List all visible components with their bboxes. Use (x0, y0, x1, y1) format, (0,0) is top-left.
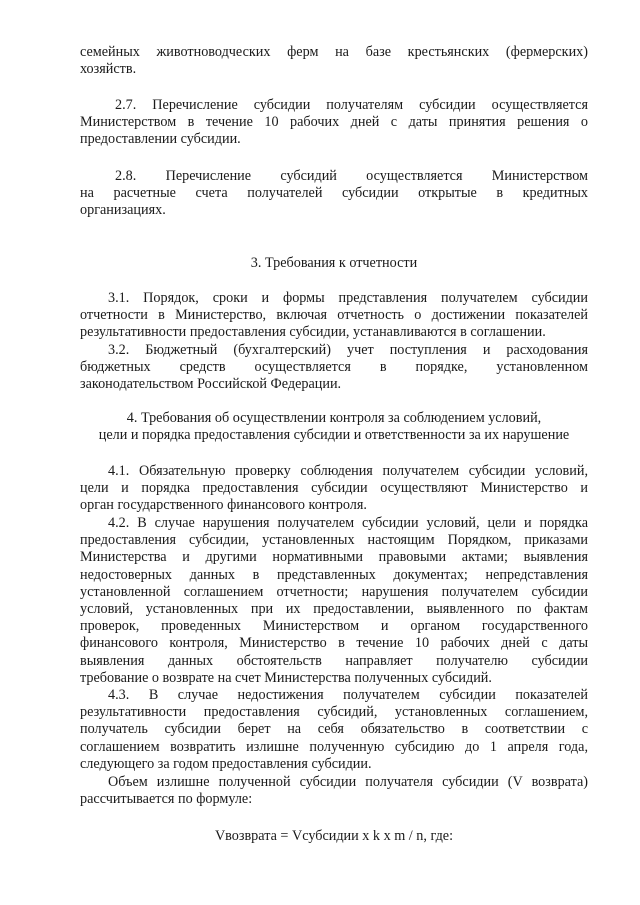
text-line: Министерством в течение 10 рабочих дней с даты принятия решения о (80, 114, 588, 131)
text-line: следующего за годом предоставления субсидии. (80, 755, 372, 772)
text-line: орган государственного финансового контроля. (80, 497, 367, 514)
text-line: 4.3. В случае недостижения получателем субсидии показателей (108, 687, 588, 703)
text-line: 3.1. Порядок, сроки и формы представления получателем субсидии (108, 290, 588, 306)
heading-line: 4. Требования об осуществлении контроля за соблюдением условий, (126, 410, 542, 426)
text-line: 3.2. Бюджетный (бухгалтерский) учет поступления и расходования (108, 342, 588, 358)
text-line: организациях. (80, 202, 166, 219)
paragraph-3-2 (80, 342, 588, 394)
text-line: соглашением возвратить излишне полученную субсидию до 1 апреля года, (80, 738, 588, 755)
paragraph-4-1 (80, 463, 588, 515)
text-line: результативности предоставления субсидии, устанавливаются в соглашении. (80, 324, 546, 341)
text-line: бюджетных средств осуществляется в порядке, установленном (80, 359, 588, 376)
paragraph-3-1 (80, 290, 588, 342)
text-line: 4.2. В случае нарушения получателем субсидии условий, цели и порядка (108, 515, 588, 531)
text-line: на расчетные счета получателей субсидии открытые в кредитных (80, 185, 588, 202)
formula: Vвозврата = Vсубсидии x k x m / n, где: (214, 828, 454, 844)
text-line: предоставления субсидии, установленных настоящим Порядком, приказами (80, 532, 588, 549)
text-line: 2.8. Перечисление субсидий осуществляется Министерством (115, 168, 588, 184)
text-line: результативности предоставления субсидий, установленных соглашением, (80, 704, 588, 721)
paragraph-volume (80, 774, 588, 808)
text-line: отчетности в Министерство, включая отчетность о достижении показателей (80, 307, 588, 324)
section-heading-3: 3. Требования к отчетности (250, 255, 418, 271)
text-line: условий, установленных при их предоставлении, выявленного по фактам (80, 601, 588, 618)
section-heading-4 (80, 410, 588, 444)
text-line: цели и порядка предоставления субсидии осуществляют Министерство и (80, 480, 588, 497)
text-line: 2.7. Перечисление субсидии получателям субсидии осуществляется (115, 97, 588, 113)
text-line: проверок, проведенных Министерством и органом государственного (80, 618, 588, 635)
text-line: предоставлении субсидии. (80, 131, 241, 148)
text-line: Объем излишне полученной субсидии получателя субсидии (V возврата) (108, 774, 588, 790)
text-line: рассчитывается по формуле: (80, 791, 253, 808)
paragraph-continuation (80, 44, 588, 78)
text-line: требование о возврате на счет Министерства полученных субсидий. (80, 669, 492, 686)
text-line: выявления данных обстоятельств направляет получателю субсидии (80, 652, 588, 669)
text-line: недостоверных данных в представленных документах; непредставления (80, 566, 588, 583)
text-line: 4.1. Обязательную проверку соблюдения получателем субсидии условий, (108, 463, 588, 479)
text-line: законодательством Российской Федерации. (80, 376, 342, 393)
paragraph-2-7 (80, 97, 588, 149)
text-line: хозяйств. (80, 61, 137, 78)
text-line: финансового контроля, Министерство в течение 10 рабочих дней с даты (80, 635, 588, 652)
paragraph-2-8 (80, 168, 588, 220)
text-line: семейных животноводческих ферм на базе крестьянских (фермерских) (80, 44, 588, 60)
text-line: Министерства и другими нормативными правовыми актами; выявления (80, 549, 588, 566)
paragraph-4-2 (80, 515, 588, 687)
paragraph-4-3 (80, 687, 588, 773)
text-line: получатель субсидии берет на себя обязательство в соответствии с (80, 721, 588, 738)
text-line: установленной соглашением отчетности; нарушения получателем субсидии (80, 583, 588, 600)
heading-line: цели и порядка предоставления субсидии и ответственности за их нарушение (98, 427, 570, 444)
